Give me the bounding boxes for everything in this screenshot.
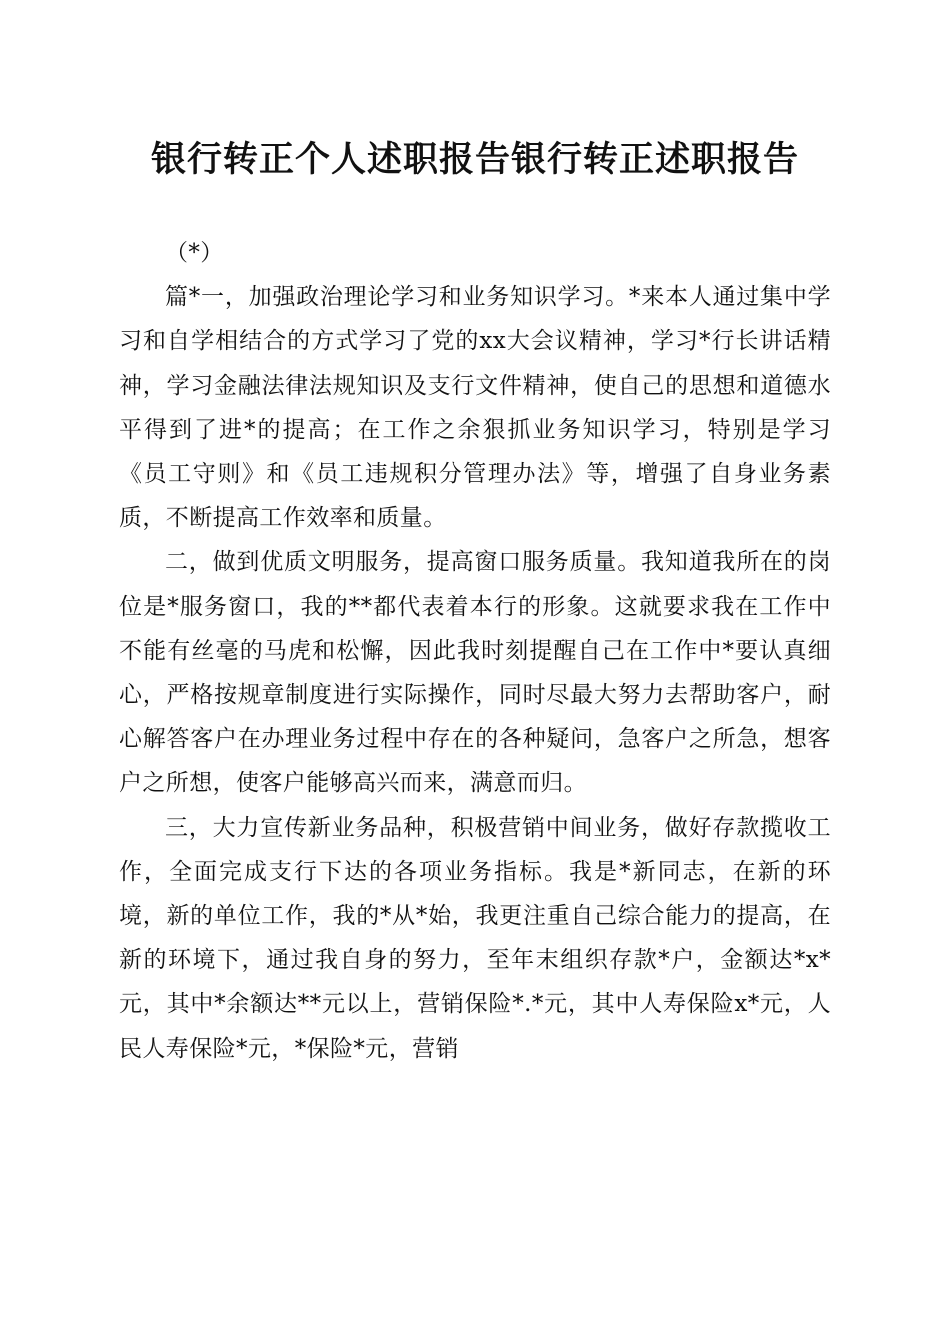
paragraph-3: 三，大力宣传新业务品种，积极营销中间业务，做好存款揽收工作，全面完成支行下达的各项业务指标。我是*新同志，在新的环境，新的单位工作，我的*从*始，我更注重自己综合能力的提高，在新的环境下，通过我自身的努力，至年末组织存款*户，金额达*x*元，其中*余额达**元以上，营销保险*.*元，其中人寿保险x*元，人民人寿保险*元，*保险*元，营销: [119, 814, 831, 1062]
section-marker: （*）: [165, 240, 224, 266]
document-body: [119, 231, 831, 1071]
paragraph-2: 二，做到优质文明服务，提高窗口服务质量。我知道我所在的岗位是*服务窗口，我的**都代表着本行的形象。这就要求我在工作中不能有丝毫的马虎和松懈，因此我时刻提醒自己在工作中*要认真细心，严格按规章制度进行实际操作，同时尽最大努力去帮助客户，耐心解答客户在办理业务过程中存在的各种疑问，急客户之所急，想客户之所想，使客户能够高兴而来，满意而归。: [119, 549, 831, 797]
paragraph-1: 篇*一，加强政治理论学习和业务知识学习。*来本人通过集中学习和自学相结合的方式学习了党的xx大会议精神，学习*行长讲话精神，学习金融法律法规知识及支行文件精神，使自己的思想和道德水平得到了进*的提高；在工作之余狠抓业务知识学习，特别是学习《员工守则》和《员工违规积分管理办法》等，增强了自身业务素质，不断提高工作效率和质量。: [119, 284, 831, 532]
document-title: 银行转正个人述职报告银行转正述职报告: [150, 139, 799, 180]
